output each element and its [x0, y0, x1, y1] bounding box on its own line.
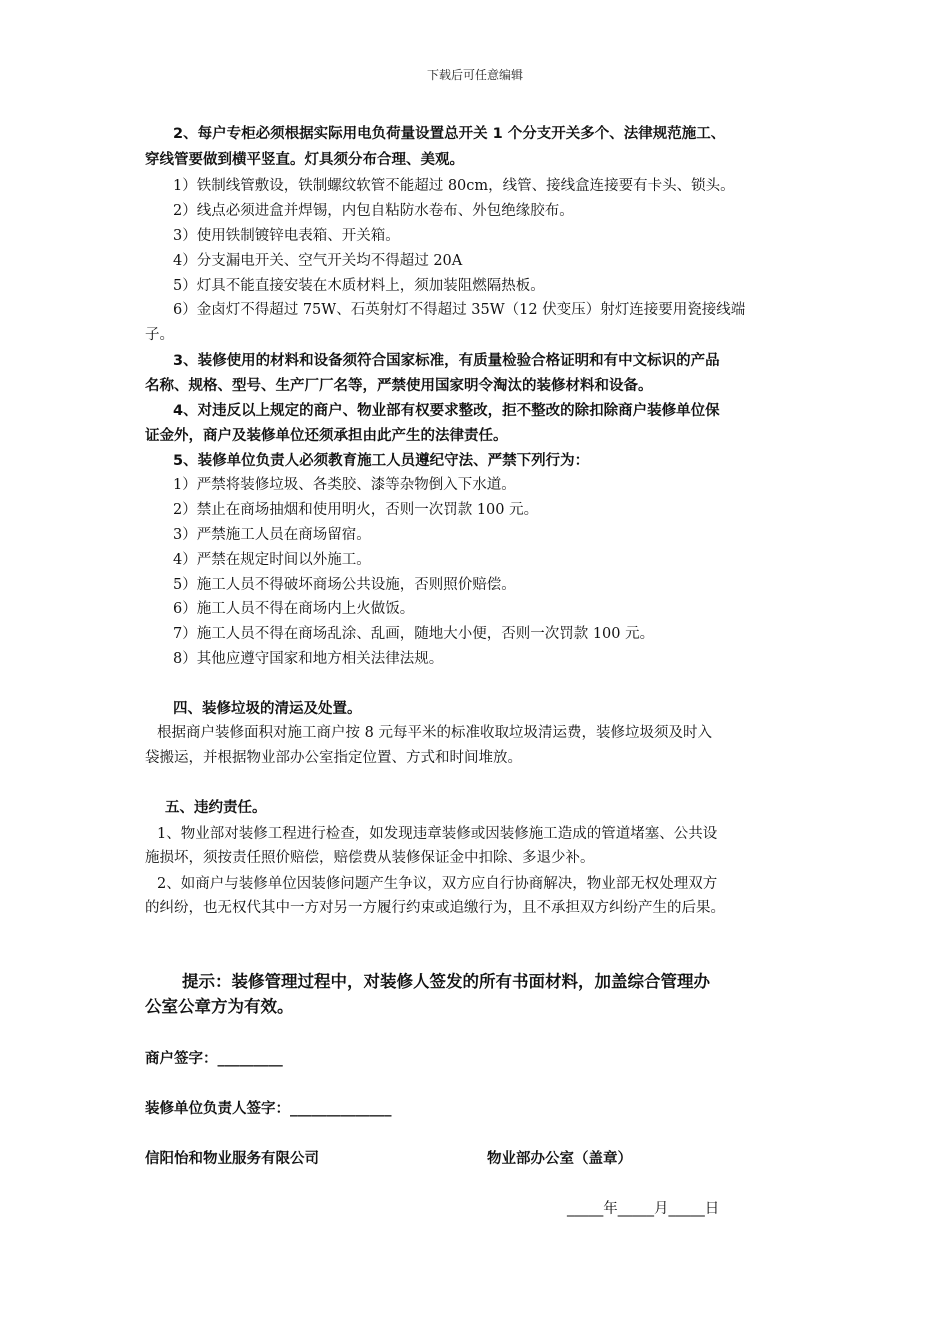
merchant-signature: 商户签字：_________ [145, 1051, 283, 1067]
prohibition-8: 8）其他应遵守国家和地方相关法律法规。 [173, 651, 444, 667]
item-2: 2）线点必须进盒并焊锡，内包自粘防水卷布、外包绝缘胶布。 [173, 203, 574, 219]
date-line: _____年_____月_____日 [567, 1201, 720, 1217]
contractor-signature: 装修单位负责人签字：______________ [145, 1101, 392, 1117]
section-4-heading: 四、装修垃圾的清运及处置。 [173, 701, 362, 717]
section-5-item-2-line-2: 的纠纷，也无权代其中一方对另一方履行约束或追缴行为，且不承担双方纠纷产生的后果。 [145, 900, 725, 916]
prohibition-6: 6）施工人员不得在商场内上火做饭。 [173, 601, 415, 617]
clause-2-line-2: 穿线管要做到横平竖直。灯具须分布合理、美观。 [145, 152, 464, 168]
section-4-para-line-2: 袋搬运，并根据物业部办公室指定位置、方式和时间堆放。 [145, 750, 522, 766]
section-5-item-1-line-2: 施损坏，须按责任照价赔偿，赔偿费从装修保证金中扣除、多退少补。 [145, 850, 595, 866]
item-3: 3）使用铁制镀锌电表箱、开关箱。 [173, 228, 400, 244]
clause-4-line-1: 4、对违反以上规定的商户、物业部有权要求整改，拒不整改的除扣除商户装修单位保 [173, 403, 720, 419]
item-6-line-2: 子。 [145, 327, 174, 343]
item-1: 1）铁制线管敷设，铁制螺纹软管不能超过 80cm，线管、接线盒连接要有卡头、锁头。 [173, 178, 735, 194]
section-4-para-line-1: 根据商户装修面积对施工商户按 8 元每平米的标准收取垃圾清运费，装修垃圾须及时入 [157, 725, 712, 741]
clause-3-line-1: 3、装修使用的材料和设备须符合国家标准，有质量检验合格证明和有中文标识的产品 [173, 353, 720, 369]
section-5-item-2-line-1: 2、如商户与装修单位因装修问题产生争议，双方应自行协商解决，物业部无权处理双方 [157, 876, 718, 892]
notice-line-2: 公室公章方为有效。 [145, 997, 294, 1016]
clause-5-heading: 5、装修单位负责人必须教育施工人员遵纪守法、严禁下列行为： [173, 453, 590, 469]
clause-2-line-1: 2、每户专柜必须根据实际用电负荷量设置总开关 1 个分支开关多个、法律规范施工、 [173, 126, 726, 142]
clause-3-line-2: 名称、规格、型号、生产厂厂名等，严禁使用国家明令淘汰的装修材料和设备。 [145, 378, 653, 394]
item-5: 5）灯具不能直接安装在木质材料上，须加装阻燃隔热板。 [173, 278, 545, 294]
prohibition-1: 1）严禁将装修垃圾、各类胶、漆等杂物倒入下水道。 [173, 477, 516, 493]
company-name: 信阳怡和物业服务有限公司 [145, 1151, 319, 1167]
prohibition-4: 4）严禁在规定时间以外施工。 [173, 552, 371, 568]
item-6-line-1: 6）金卤灯不得超过 75W、石英射灯不得超过 35W（12 伏变压）射灯连接要用瓷接线端 [173, 302, 746, 318]
header-note: 下载后可任意编辑 [426, 68, 523, 82]
prohibition-7: 7）施工人员不得在商场乱涂、乱画，随地大小便，否则一次罚款 100 元。 [173, 626, 655, 642]
prohibition-2: 2）禁止在商场抽烟和使用明火，否则一次罚款 100 元。 [173, 502, 539, 518]
section-5-heading: 五、违约责任。 [165, 800, 267, 816]
prohibition-5: 5）施工人员不得破坏商场公共设施，否则照价赔偿。 [173, 577, 516, 593]
office-seal: 物业部办公室（盖章） [487, 1151, 632, 1167]
prohibition-3: 3）严禁施工人员在商场留宿。 [173, 527, 371, 543]
notice-line-1: 提示：装修管理过程中，对装修人签发的所有书面材料，加盖综合管理办 [182, 972, 710, 991]
clause-4-line-2: 证金外，商户及装修单位还须承担由此产生的法律责任。 [145, 428, 508, 444]
item-4: 4）分支漏电开关、空气开关均不得超过 20A [173, 253, 463, 269]
section-5-item-1-line-1: 1、物业部对装修工程进行检查，如发现违章装修或因装修施工造成的管道堵塞、公共设 [157, 826, 718, 842]
